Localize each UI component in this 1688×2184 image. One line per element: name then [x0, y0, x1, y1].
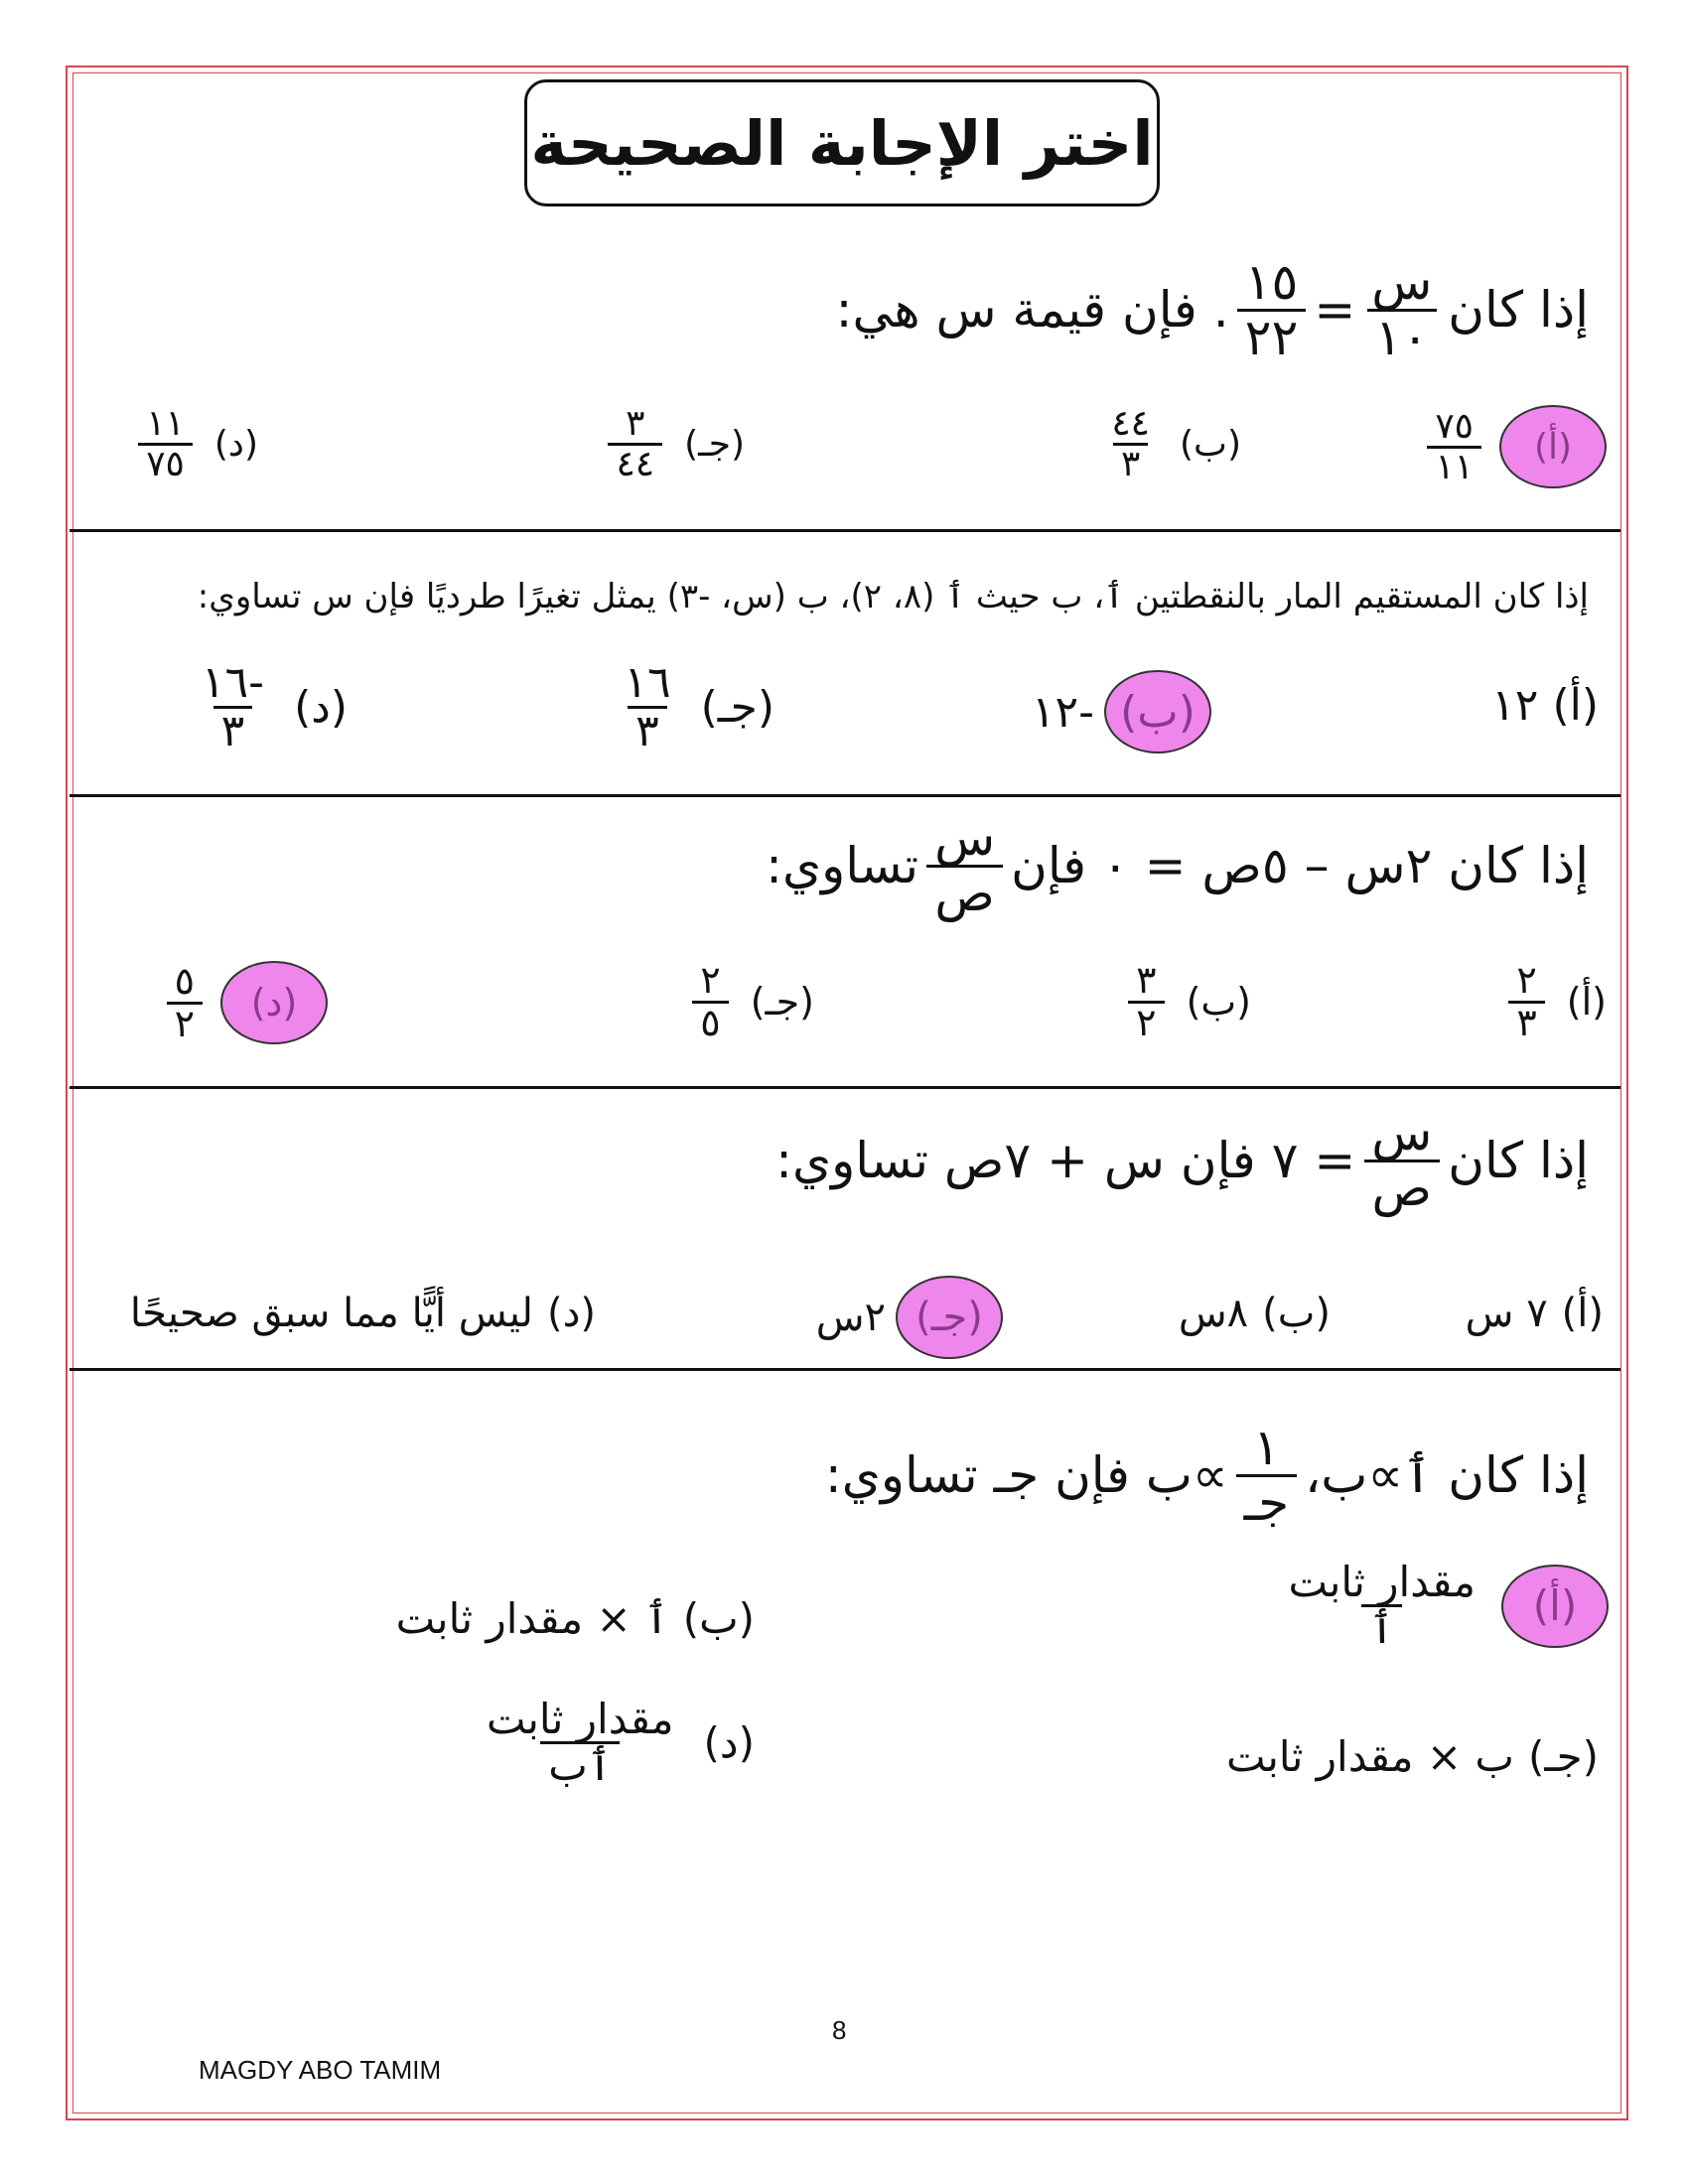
- q3-option-d[interactable]: (د) $\frac{٥}{٢}$: [159, 961, 328, 1044]
- q3-option-b[interactable]: (ب) $\frac{٣}{٢}$: [1120, 961, 1251, 1043]
- q3-prefix: إذا كان ٢س – ٥ص = ٠ فإن: [1011, 837, 1589, 894]
- q2-option-c[interactable]: (جـ) $\frac{١٦}{٣}$: [624, 657, 774, 757]
- q2-text: إذا كان المستقيم المار بالنقطتين ٲ، ب حيث ٲ (٨، ٢)، ب (س، -٣) يمثل تغيرًا طرديًا فإن س تساوي:: [197, 577, 1589, 616]
- selected-answer-circle: (أ): [1499, 405, 1607, 488]
- q4-option-d[interactable]: (د) ليس أيًّا مما سبق صحيحًا: [129, 1291, 596, 1336]
- q3-fraction: $\frac{\text{س}}{\text{ص}}$: [926, 812, 1003, 919]
- page-number: 8: [832, 2015, 847, 2045]
- page-border: [66, 66, 1628, 2120]
- q5-prefix: إذا كان ٲ∝ب،: [1305, 1446, 1589, 1504]
- q1-prefix: إذا كان: [1448, 281, 1589, 339]
- q5-option-a[interactable]: (أ) $\frac{\text{مقدار ثابت}}{\text{ٲ}}$: [1272, 1561, 1609, 1651]
- q4-option-b[interactable]: (ب) ٨س: [1178, 1291, 1331, 1336]
- page-title: اختر الإجابة الصحيحة: [530, 106, 1154, 180]
- q1-fraction-left: $\frac{\text{س}}{١٠}$: [1363, 256, 1440, 363]
- q5-suffix: ∝ب فإن جـ تساوي:: [824, 1446, 1228, 1504]
- separator: [70, 1368, 1620, 1371]
- question-2: [198, 576, 1589, 616]
- q5-option-d[interactable]: (د) $\frac{\text{مقدار ثابت}}{\text{ٲب}}$: [487, 1695, 755, 1791]
- question-1: [835, 253, 1589, 366]
- separator: [70, 529, 1620, 532]
- q4-option-c[interactable]: (جـ) ٢س: [816, 1276, 1003, 1359]
- separator: [70, 1086, 1620, 1089]
- q3-option-c[interactable]: (جـ) $\frac{٢}{٥}$: [684, 961, 814, 1043]
- q5-fraction: $\frac{١}{\text{جـ}}$: [1236, 1422, 1298, 1529]
- q3-option-a[interactable]: (أ) $\frac{٢}{٣}$: [1500, 961, 1607, 1043]
- q4-prefix: إذا كان: [1448, 1132, 1589, 1189]
- q2-option-b[interactable]: (ب) -١٢: [1032, 670, 1211, 753]
- q1-equals: =: [1314, 281, 1356, 339]
- q1-option-c[interactable]: (جـ) $\frac{٣}{٤٤}$: [600, 405, 745, 483]
- selected-answer-circle: (جـ): [896, 1276, 1003, 1359]
- question-5: [824, 1419, 1589, 1532]
- q4-suffix: = ٧ فإن س + ٧ص تساوي:: [775, 1132, 1356, 1189]
- separator: [70, 794, 1620, 797]
- selected-answer-circle: (د): [220, 961, 328, 1044]
- q5-option-b[interactable]: (ب) ٲ × مقدار ثابت: [395, 1594, 755, 1643]
- q4-option-a[interactable]: (أ) ٧ س: [1465, 1291, 1604, 1336]
- question-3: [766, 809, 1589, 922]
- q1-fraction-right: $\frac{١٥}{٢٢}$: [1237, 256, 1307, 363]
- question-4: [775, 1104, 1589, 1217]
- selected-answer-circle: (أ): [1501, 1565, 1609, 1648]
- q4-fraction: $\frac{\text{س}}{\text{ص}}$: [1363, 1107, 1440, 1214]
- author-name: MAGDY ABO TAMIM: [199, 2055, 442, 2085]
- q2-option-d[interactable]: (د) $\frac{-١٦}{٣}$: [201, 657, 348, 757]
- q1-option-b[interactable]: (ب) $\frac{٤٤}{٣}$: [1111, 403, 1241, 484]
- q1-option-a[interactable]: (أ) $\frac{٧٥}{١١}$: [1419, 405, 1607, 488]
- q5-option-c[interactable]: (جـ) ب × مقدار ثابت: [1226, 1732, 1599, 1781]
- q3-suffix: تساوي:: [766, 837, 919, 894]
- selected-answer-circle: (ب): [1104, 670, 1211, 753]
- q2-option-a[interactable]: (أ) ١٢: [1491, 680, 1599, 731]
- q1-suffix: . فإن قيمة س هي:: [835, 281, 1229, 339]
- q1-option-d[interactable]: (د) $\frac{١١}{٧٥}$: [130, 405, 258, 483]
- title-box: [524, 79, 1160, 206]
